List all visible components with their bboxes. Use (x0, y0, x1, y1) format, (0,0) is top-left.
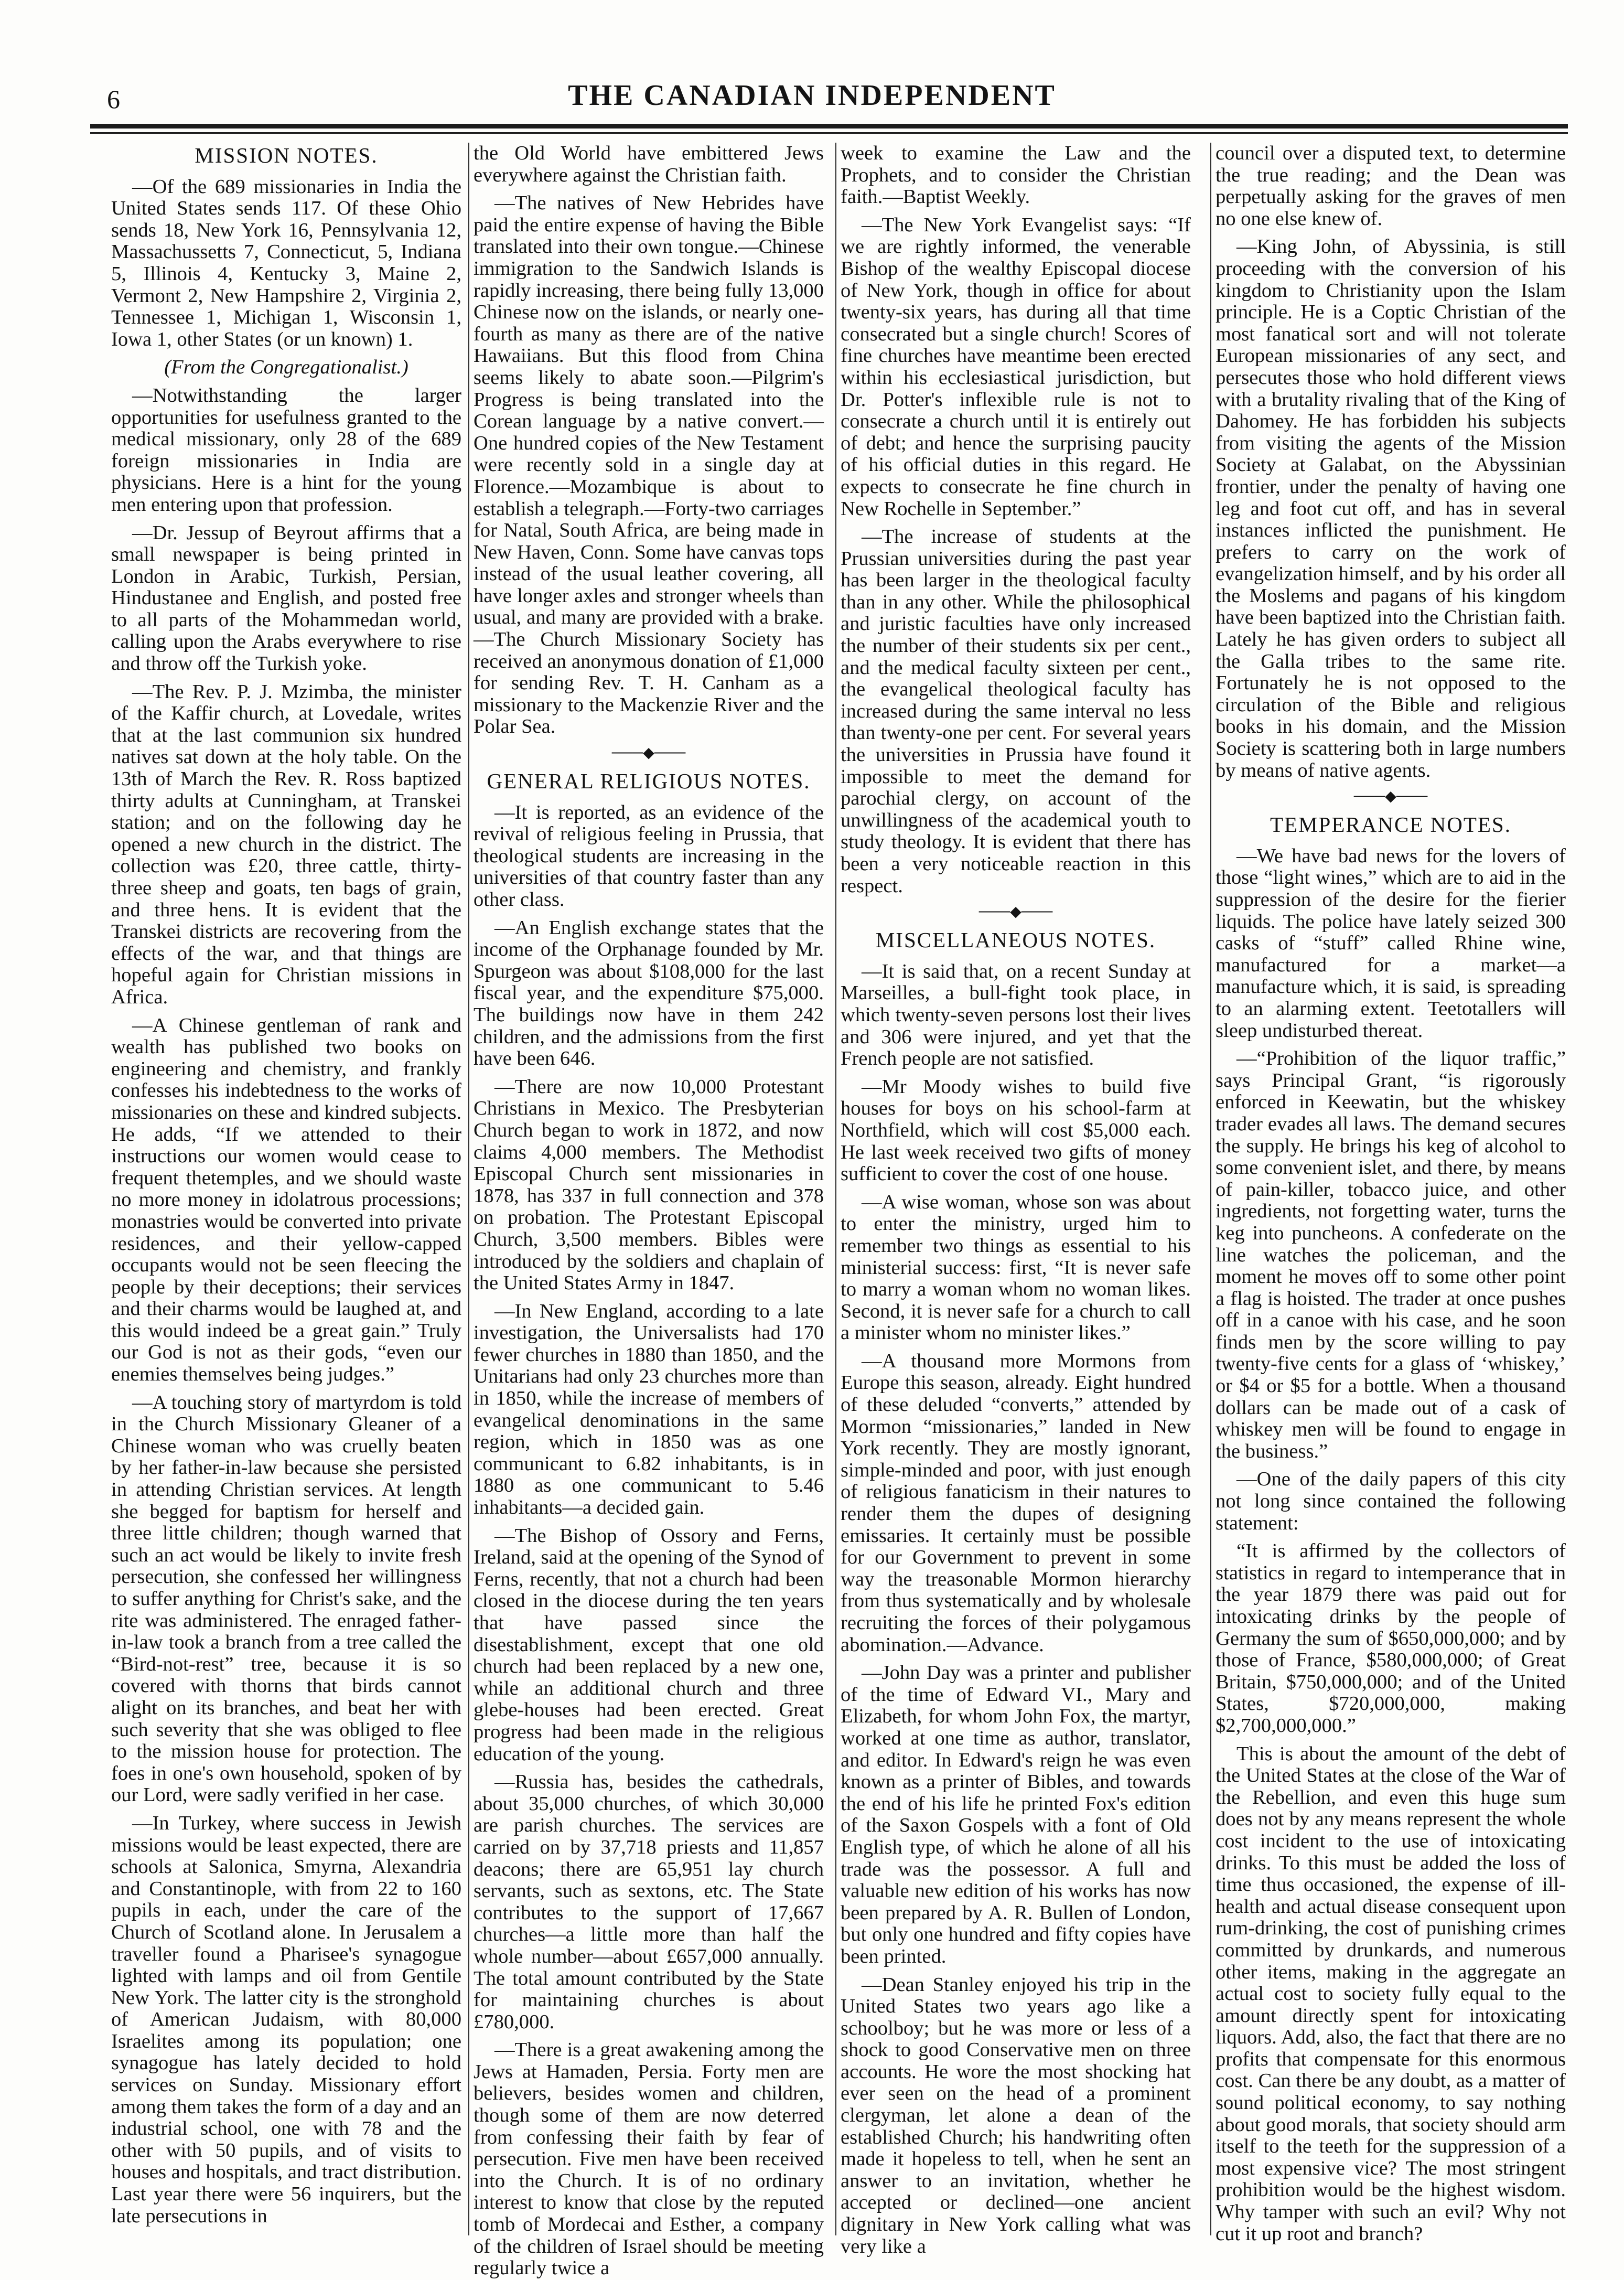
news-item: —In New England, according to a late investigation, the Universalists had 170 fewer churches in 1880 than 1850, and the Unitarians had only 23 churches more than in 1850, while the increase of members of evangelical denominations in the same region, which in 1850 was as one communicant to 6.82 inhabitants, is in 1880 as one communicant to 5.46 inhabitants—a decided gain. (474, 1300, 824, 1519)
column-rule-3 (1210, 143, 1211, 2235)
news-item: —A Chinese gentleman of rank and wealth has published two books on engineering and chemistry, and frankly confesses his indebtedness to the works of missionaries on these and kindred subjects. He adds, “If we attended to their instructions our women would cease to frequent thetemples, and we should waste no more money in idolatrous processions; monastries would be converted into private residences, and their yellow-capped occupants would not be seen fleecing the people by their deceptions; their services and their charms would be laughed at, and this would indeed be a great gain.” Truly our God is not as their gods, “even our enemies themselves being judges.” (111, 1014, 461, 1386)
news-item: —Mr Moody wishes to build five houses for boys on his school-farm at Northfield, which will cost $5,000 each. He last week received two gifts of money sufficient to cover the cost of one house. (841, 1075, 1191, 1185)
section-heading: TEMPERANCE NOTES. (1270, 812, 1511, 837)
news-item: —The Rev. P. J. Mzimba, the minister of the Kaffir church, at Lovedale, writes that at the last communion six hundred natives sat down at the holy table. On the 13th of March the Rev. R. Ross baptized thirty adults at Cunningham, at Transkei station; and on the following day he opened a new church in the district. The collection was £20, three cattle, thirty-three sheep and goats, ten bags of grain, and three hens. It is evident that the Transkei districts are recovering from the effects of the war, and that things are hopeful again for Christian missions in Africa. (111, 680, 461, 1008)
section-divider: ───◆─── (978, 904, 1053, 920)
column-2 (474, 142, 824, 2279)
continued-paragraph: council over a disputed text, to determine the true reading; and the Dean was perpetually asking for the graves of men no one else knew of. (1216, 142, 1566, 230)
column-rule-2 (835, 143, 836, 2235)
column-1 (111, 143, 461, 2235)
news-item: —John Day was a printer and publisher of the time of Edward VI., Mary and Elizabeth, for whom John Fox, the martyr, worked at one time as author, translator, and editor. In Edward's reign he was even known as a printer of Bibles, and towards the end of his life he printed Fox's edition of the Saxon Gospels with a font of Old English type, of which he alone of all his trade was the possessor. A full and valuable new edition of his works has now been prepared by A. R. Bullen of London, but only one hundred and fifty copies have been printed. (841, 1662, 1191, 1967)
masthead-rule-thick (90, 124, 1568, 129)
news-item: —A wise woman, whose son was about to enter the ministry, urged him to remember two things as essential to his ministerial success: first, “It is never safe to marry a woman whom no woman likes. Second, it is never safe for a church to call a minister whom no minister likes.” (841, 1191, 1191, 1344)
news-item: —Notwithstanding the larger opportunities for usefulness granted to the medical missionary, only 28 of the 689 foreign missionaries in India are physicians. Here is a hint for the young men entering upon that profession. (111, 384, 461, 516)
news-item: —The increase of students at the Prussian universities during the past year has been larger in the theological faculty than in any other. While the philosophical and juristic faculties have only increased the number of their students six per cent., and the medical faculty sixteen per cent., the evangelical theological faculty has increased during the same interval no less than twenty-one per cent. For several years the universities in Prussia have found it impossible to meet the demand for parochial clergy, on account of the unwillingness of the academical youth to study theology. It is evident that there has been a very noticeable reaction in this respect. (841, 526, 1191, 897)
section-heading: MISSION NOTES. (195, 143, 378, 167)
news-item: —We have bad news for the lovers of those “light wines,” which are to aid in the suppression of the desire for the fierier liquids. The police have lately seized 300 casks of “stuff” called Rhine wine, manufactured for a market—a manufacture which, it is said, is spreading to an alarming extent. Teetotallers will sleep undisturbed thereat. (1216, 844, 1566, 1042)
news-item: —It is reported, as an evidence of the revival of religious feeling in Prussia, that theological students are increasing in the universities of that country faster than any other class. (474, 801, 824, 911)
column-4 (1216, 142, 1566, 2245)
news-item: —“Prohibition of the liquor traffic,” says Principal Grant, “is rigorously enforced in Keewatin, but the whiskey trader evades all laws. The demand secures the supply. He brings his keg of alcohol to some convenient islet, and there, by means of pain-killer, tobacco juice, and other ingredients, not forgetting water, turns the keg into puncheons. A confederate on the line watches the policeman, and the moment he moves off to some other point a flag is hoisted. The trader at once pushes off in a canoe with his case, and he soon finds men by the score willing to pay twenty-five cents for a glass of ‘whiskey,’ or $4 or $5 for a bottle. When a thousand dollars can be made out of a cask of whiskey men will be found to engage in the business.” (1216, 1047, 1566, 1462)
news-item: —There is a great awakening among the Jews at Hamaden, Persia. Forty men are believers, besides women and children, though some of them are now deterred from confessing their faith by fear of persecution. Five men have been received into the Church. It is of no ordinary interest to know that close by the reputed tomb of Mordecai and Esther, a company of the children of Israel should be meeting regularly twice a (474, 2039, 824, 2279)
section-divider: ───◆─── (1353, 788, 1428, 805)
news-item: —There are now 10,000 Protestant Christians in Mexico. The Presbyterian Church began to work in 1872, and now claims 4,000 members. The Methodist Episcopal Church sent missionaries in 1878, has 337 in full connection and 378 on probation. The Protestant Episcopal Church, 3,500 members. Bibles were introduced by the soldiers and chaplain of the United States Army in 1847. (474, 1075, 824, 1294)
news-item: —A touching story of martyrdom is told in the Church Missionary Gleaner of a Chinese woman who was cruelly beaten by her father-in-law because she persisted in attending Christian services. At length she begged for baptism for herself and three little children; though warned that such an act would be likely to invite fresh persecution, she confessed her willingness to suffer anything for Christ's sake, and the rite was administered. The enraged father-in-law took a branch from a tree called the “Bird-not-rest” tree, because it is so covered with thorns that birds cannot alight on its branches, and beat her with such severity that she was obliged to flee to the mission house for protection. The foes in one's own household, spoken of by our Lord, were sadly verified in her case. (111, 1391, 461, 1806)
news-item: “It is affirmed by the collectors of statistics in regard to intemperance that in the year 1879 there was paid out for intoxicating drinks by the people of Germany the sum of $650,000,000; and by those of France, $580,000,000; of Great Britain, $750,000,000; and of the United States, $720,000,000, making $2,700,000,000.” (1216, 1540, 1566, 1737)
continued-paragraph: week to examine the Law and the Prophets, and to consider the Christian faith.—Baptist Weekly. (841, 142, 1191, 208)
column-rule-1 (468, 143, 469, 2235)
column-3 (841, 142, 1191, 2257)
news-item: —It is said that, on a recent Sunday at Marseilles, a bull-fight took place, in which twenty-seven persons lost their lives and 306 were injured, and yet that the French people are not satisfied. (841, 960, 1191, 1070)
news-item: —In Turkey, where success in Jewish missions would be least expected, there are schools at Salonica, Smyrna, Alexandria and Constantinople, with from 22 to 160 pupils in each, under the care of the Church of Scotland alone. In Jerusalem a traveller found a Pharisee's synagogue lighted with lamps and oil from Gentile New York. The latter city is the stronghold of American Judaism, with 80,000 Israelites among its population; one synagogue has lately decided to hold services on Sunday. Missionary effort among them takes the form of a day and an industrial school, one with 78 and the other with 50 pupils, and of visits to houses and hospitals, and tract distribution. Last year there were 56 inquirers, but the late persecutions in (111, 1812, 461, 2227)
news-item: —The natives of New Hebrides have paid the entire expense of having the Bible translated into their own tongue.—Chinese immigration to the Sandwich Islands is rapidly increasing, there being fully 13,000 Chinese now on the islands, or nearly one-fourth as many as there are of the native Hawaiians. But this flood from China seems likely to abate soon.—Pilgrim's Progress is being translated into the Corean language by a native convert.—One hundred copies of the New Testament were recently sold in a single day at Florence.—Mozambique is about to establish a telegraph.—Forty-two carriages for Natal, South Africa, are being made in New Haven, Conn. Some have canvas tops instead of the usual leather covering, all have longer axles and stronger wheels than usual, and many are provided with a brake.—The Church Missionary Society has received an anonymous donation of £1,000 for sending Rev. T. H. Canham as a missionary to the Mackenzie River and the Polar Sea. (474, 192, 824, 738)
continued-paragraph: the Old World have embittered Jews everywhere against the Christian faith. (474, 142, 824, 186)
news-item: —Dr. Jessup of Beyrout affirms that a small newspaper is being printed in London in Arabic, Turkish, Persian, Hindustanee and English, and posted free to all parts of the Mohammedan world, calling upon the Arabs everywhere to rise and throw off the Turkish yoke. (111, 521, 461, 675)
news-item: —King John, of Abyssinia, is still proceeding with the conversion of his kingdom to Christianity upon the Islam principle. He is a Coptic Christian of the most fanatical sort and will not tolerate European missionaries of any sect, and persecutes those who hold different views with a brutality rivaling that of the King of Dahomey. He has forbidden his subjects from visiting the agents of the Mission Society at Galabat, on the Abyssinian frontier, under the penalty of having one leg and foot cut off, and has in several instances inflicted the punishment. He prefers to carry on the work of evangelization himself, and by his order all the Moslems and pagans of his kingdom have been baptized into the Christian faith. Lately he has given orders to subject all the Galla tribes to the same rite. Fortunately he is not opposed to the circulation of the Bible and religious books in his domain, and the Mission Society is scattering both in large numbers by means of native agents. (1216, 236, 1566, 782)
news-item: —One of the daily papers of this city not long since contained the following statement: (1216, 1468, 1566, 1534)
news-item: —Russia has, besides the cathedrals, about 35,000 churches, of which 30,000 are parish churches. The services are carried on by 37,718 priests and 11,857 deacons; there are 65,951 lay church servants, such as sextons, etc. The State contributes to the support of 17,667 churches—a little more than half the whole number—about £657,000 annually. The total amount contributed by the State for maintaining churches is about £780,000. (474, 1771, 824, 2033)
news-item: —Dean Stanley enjoyed his trip in the United States two years ago like a schoolboy; but he was more or less of a shock to good Conservative men on three accounts. He wore the most shocking hat ever seen on the head of a prominent clergyman, let alone a dean of the established Church; his handwriting often made it hopeless to tell, when he sent an answer to an invitation, whether he accepted or declined—one ancient dignitary in New York calling what was very like a (841, 1973, 1191, 2257)
news-item: —The Bishop of Ossory and Ferns, Ireland, said at the opening of the Synod of Ferns, recently, that not a church had been closed in the diocese during the ten years that have passed since the disestablishment, except that one old church had been replaced by a new one, while an additional church and three glebe-houses had been erected. Great progress had been made in the religious education of the young. (474, 1524, 824, 1765)
section-heading: GENERAL RELIGIOUS NOTES. (487, 769, 811, 794)
news-item: —A thousand more Mormons from Europe this season, already. Eight hundred of these deluded “converts,” attended by Mormon “missionaries,” landed in New York recently. They are mostly ignorant, simple-minded and poor, with just enough of religious fanaticism in their natures to render them the dupes of designing emissaries. It certainly must be possible for our Government to prevent in some way the treasonable Mormon hierarchy from thus systematically and by wholesale recruiting the forces of their polygamous abomination.—Advance. (841, 1350, 1191, 1656)
page-number: 6 (107, 84, 120, 114)
masthead-title: THE CANADIAN INDEPENDENT (568, 79, 1056, 112)
news-item: —An English exchange states that the income of the Orphanage founded by Mr. Spurgeon was about $108,000 for the last fiscal year, and the expenditure $75,000. The buildings now have in them 242 children, and the admissions from the first have been 646. (474, 916, 824, 1070)
section-divider: ───◆─── (611, 745, 686, 762)
masthead-rule-thin (90, 132, 1568, 134)
news-item: —Of the 689 missionaries in India the United States sends 117. Of these Ohio sends 18, New York 16, Pennsylvania 12, Massachussetts 7, Connecticut, 5, Indiana 5, Illinois 4, Kentucky 3, Maine 2, Vermont 2, New Hampshire 2, Virginia 2, Tennessee 1, Michigan 1, Wisconsin 1, Iowa 1, other States (or un known) 1. (111, 175, 461, 350)
news-item: This is about the amount of the debt of the United States at the close of the War of the Rebellion, and even this huge sum does not by any means represent the whole cost incident to the use of intoxicating drinks. To this must be added the loss of time thus occasioned, the expense of ill-health and actual disease consequent upon rum-drinking, the cost of punishing crimes committed by drunkards, and numerous other items, making in the aggregate an actual cost to society fully equal to the amount directly spent for intoxicating liquors. Add, also, the fact that there are no profits that compensate for this enormous cost. Can there be any doubt, as a matter of sound political economy, to say nothing about good morals, that society should arm itself to the teeth for the suppression of a most expensive vice? The most stringent prohibition would be the highest wisdom. Why tamper with such an evil? Why not cut it up root and branch? (1216, 1742, 1566, 2245)
news-item: —The New York Evangelist says: “If we are rightly informed, the venerable Bishop of the wealthy Episcopal diocese of New York, though in office for about twenty-six years, has during all that time consecrated but a single church! Scores of fine churches have meantime been erected within his ecclesiastical jurisdiction, but Dr. Potter's inflexible rule is not to consecrate a church until it is entirely out of debt; and hence the surprising paucity of his official duties in this regard. He expects to consecrate he fine church in New Rochelle in September.” (841, 213, 1191, 520)
section-heading: MISCELLANEOUS NOTES. (875, 928, 1156, 952)
source-credit: (From the Congregationalist.) (164, 356, 408, 379)
